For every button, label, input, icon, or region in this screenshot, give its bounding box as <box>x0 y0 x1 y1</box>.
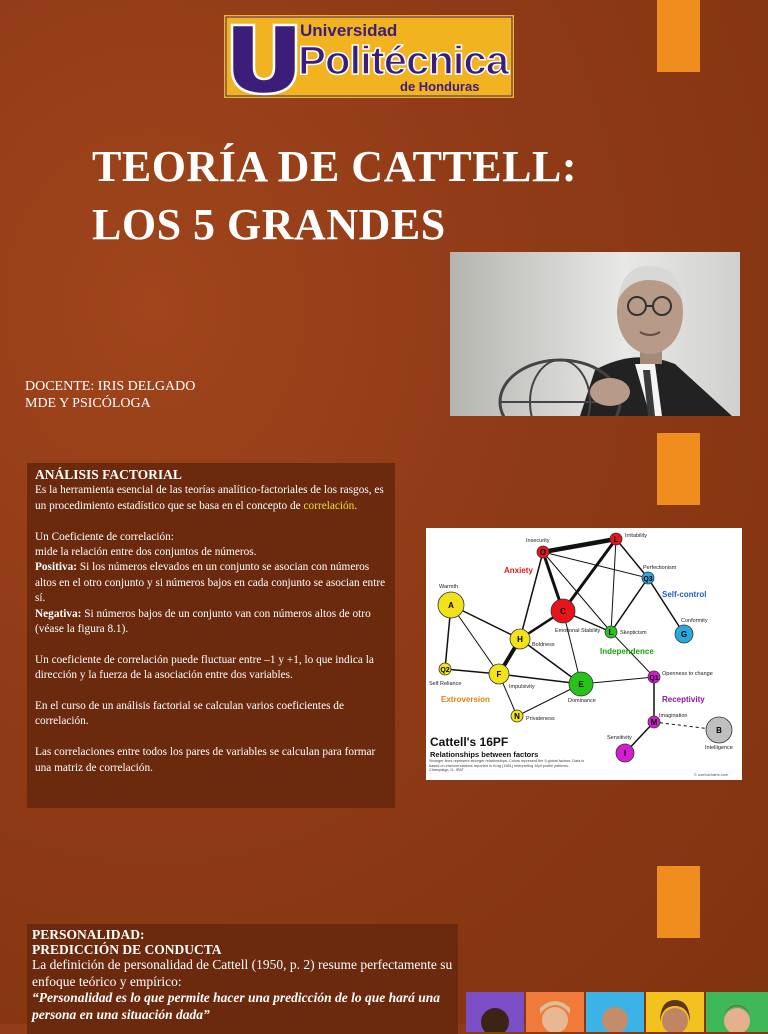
label-dominance: Dominance <box>568 698 596 704</box>
label-perfectionism: Perfectionism <box>643 565 677 571</box>
node-i: I <box>623 749 627 758</box>
group-anxiety: Anxiety <box>504 566 533 575</box>
positive-label: Positiva: <box>35 561 78 574</box>
positive-correlation <box>35 560 387 606</box>
label-irritability: Irritability <box>625 533 648 539</box>
label-impulsivity: Impulsivity <box>509 684 535 690</box>
node-f: F <box>496 670 502 679</box>
page-title <box>92 138 577 254</box>
personality-definition: La definición de personalidad de Cattell (1950, p. 2) resume perfectamente su enfoque teórico y empírico: <box>32 957 453 989</box>
personality-box <box>27 924 458 1034</box>
label-skepticism: Skepticism <box>620 630 647 636</box>
factor-analysis-definition <box>35 483 387 514</box>
teacher-title: MDE Y PSICÓLOGA <box>25 396 151 411</box>
node-e: E <box>578 680 584 689</box>
chart-credit: © usefulcharts.com <box>694 772 729 777</box>
chart-title: Cattell's 16PF <box>430 735 509 749</box>
correlation-matrix-text: Las correlaciones entre todos los pares de variables se calculan para formar una matriz de correlación. <box>35 746 376 774</box>
node-o: O <box>539 548 547 557</box>
positive-text: Si los números elevados en un conjunto se asocian con números altos en el otro conjunto y si números bajos en cada conjunto se asocian entre sí. <box>35 561 386 605</box>
label-conformity: Conformity <box>681 618 708 624</box>
node-q3: Q3 <box>643 576 653 583</box>
label-warmth: Warmth <box>439 584 459 590</box>
teacher-info <box>25 378 195 412</box>
node-h: H <box>517 635 523 644</box>
node-q2: Q2 <box>440 667 450 674</box>
node-b: B <box>716 726 722 735</box>
label-privateness: Privateness <box>526 716 555 722</box>
negative-correlation <box>35 607 387 638</box>
correlation-link[interactable]: correlación <box>303 499 355 512</box>
logo-main-text: Politécnica <box>298 39 510 83</box>
factor-analysis-box <box>27 463 395 808</box>
node-q1: Q1 <box>649 675 659 682</box>
node-n: N <box>514 712 520 721</box>
prediction-heading: PREDICCIÓN DE CONDUCTA <box>32 942 222 957</box>
group-extroversion: Extroversion <box>441 695 490 704</box>
node-c: C <box>560 607 566 616</box>
cattell-photo <box>450 252 740 416</box>
label-sensitivity: Sensitivity <box>607 735 632 741</box>
analysis-process-text: En el curso de un análisis factorial se calculan varios coeficientes de correlación. <box>35 700 344 728</box>
label-intelligence: Intelligence <box>705 745 733 751</box>
orange-accent-tab <box>657 0 700 72</box>
logo-top-text: Universidad <box>300 21 398 40</box>
label-imagination: Imagination <box>659 713 688 719</box>
chart-note: Stronger lines represent stronger relationships. Colors represent the 5 global factors. Data is based on intercorrelations reported in Krug (1981) Interpreting 16pf profile patterns. Champaign, IL: IPAT <box>429 759 585 772</box>
people-faces-image <box>466 992 768 1032</box>
factor-analysis-heading: ANÁLISIS FACTORIAL <box>35 467 182 482</box>
orange-accent-tab <box>657 866 700 938</box>
logo-bottom-text: de Honduras <box>400 79 480 94</box>
title-line-1: TEORÍA DE CATTELL: <box>92 142 577 191</box>
node-l-independence: L <box>608 628 614 637</box>
title-line-2: LOS 5 GRANDES <box>92 200 446 249</box>
definition-end: . <box>354 499 358 512</box>
node-l-anxiety: L <box>613 535 619 544</box>
coefficient-title: Un Coeficiente de correlación: <box>35 530 174 543</box>
label-boldness: Boldness <box>532 642 555 648</box>
group-independence: Independence <box>600 647 654 656</box>
personality-heading: PERSONALIDAD: <box>32 927 145 942</box>
node-g: G <box>680 630 688 639</box>
cattell-16pf-diagram <box>426 528 742 780</box>
orange-accent-tab <box>657 433 700 505</box>
negative-text: Si números bajos de un conjunto van con números altos de otro (véase la figura 8.1). <box>35 607 371 636</box>
label-insecurity: Insecurity <box>526 538 550 544</box>
node-a: A <box>448 601 454 610</box>
group-self-control: Self-control <box>662 590 707 599</box>
label-emotional-stability: Emotional Stability <box>555 628 601 634</box>
definition-text: Es la herramienta esencial de las teorías analítico-factoriales de los rasgos, es un procedimiento estadístico que se basa en el concepto de <box>35 484 384 512</box>
negative-label: Negativa: <box>35 607 82 620</box>
chart-subtitle: Relationships between factors <box>430 750 539 759</box>
university-logo <box>224 15 514 98</box>
label-self-reliance: Self Reliance <box>429 681 462 687</box>
coefficient-range-text: Un coeficiente de correlación puede fluctuar entre –1 y +1, lo que indica la dirección y la fuerza de la asociación entre dos variables. <box>35 653 374 682</box>
coefficient-description: mide la relación entre dos conjuntos de números. <box>35 546 257 559</box>
personality-quote: “Personalidad es lo que permite hacer una predicción de lo que hará una persona en una situación dada” <box>32 990 441 1022</box>
teacher-name: DOCENTE: IRIS DELGADO <box>25 379 196 394</box>
group-receptivity: Receptivity <box>662 695 705 704</box>
node-m: M <box>650 718 658 727</box>
label-openness: Openness to change <box>662 671 713 677</box>
